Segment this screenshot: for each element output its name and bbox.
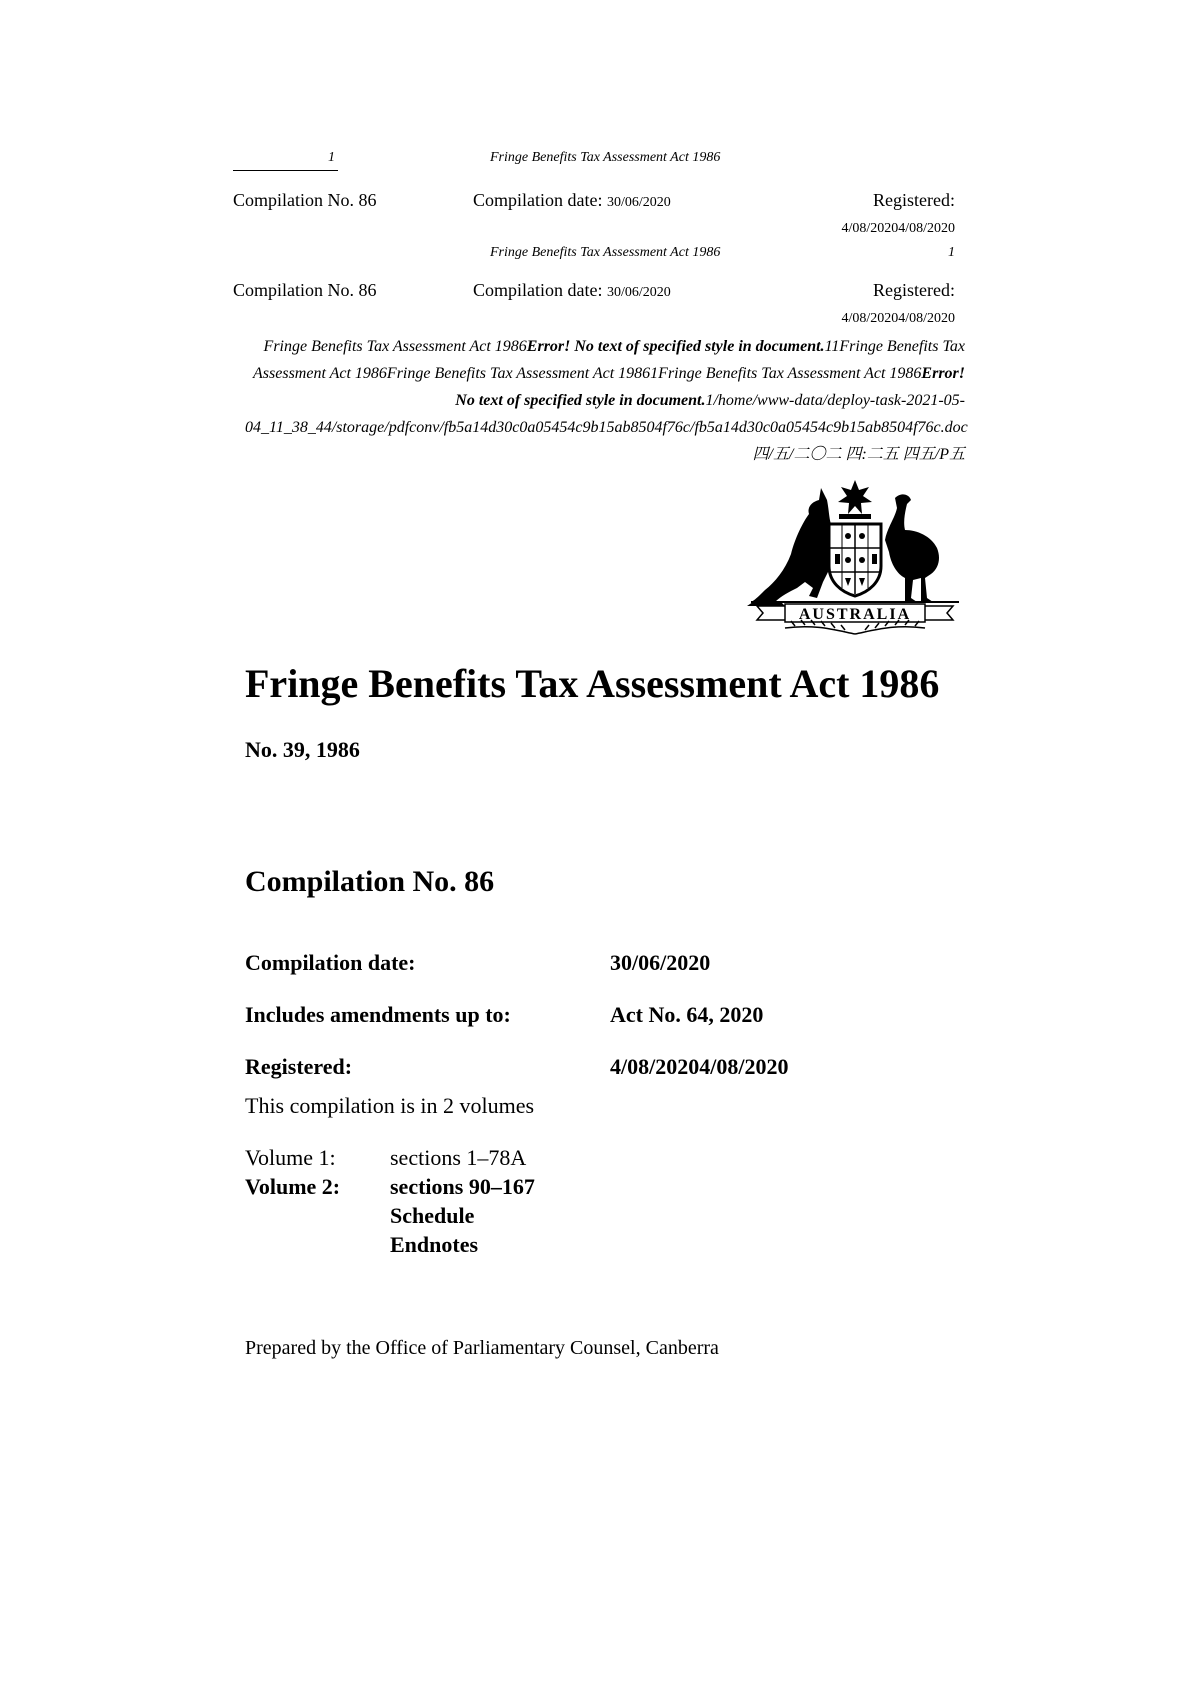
header2-compilation-no: Compilation No. 86 bbox=[233, 280, 377, 300]
volume1-label: Volume 1: bbox=[245, 1145, 336, 1170]
header1-compilation-no: Compilation No. 86 bbox=[233, 190, 377, 210]
header2-registered-label: Registered: bbox=[873, 280, 955, 300]
header2-act-title: Fringe Benefits Tax Assessment Act 1986 bbox=[490, 245, 721, 260]
volume2-endnotes: Endnotes bbox=[390, 1232, 479, 1257]
page-title: Fringe Benefits Tax Assessment Act 1986 bbox=[245, 661, 940, 706]
details-value-amendments: Act No. 64, 2020 bbox=[610, 1002, 764, 1027]
header2-compilation-date: Compilation date: 30/06/2020 bbox=[473, 280, 671, 300]
header1-registered-label: Registered: bbox=[873, 190, 955, 210]
header1-act-title: Fringe Benefits Tax Assessment Act 1986 bbox=[490, 150, 721, 165]
details-label-compilation-date: Compilation date: bbox=[245, 950, 416, 975]
details-label-registered: Registered: bbox=[245, 1054, 353, 1079]
header1-page-number: 1 bbox=[328, 150, 335, 165]
field-code-text bbox=[245, 333, 968, 468]
emu-icon bbox=[885, 494, 939, 602]
crest-star-icon bbox=[838, 480, 872, 519]
coat-of-arms-logo bbox=[745, 478, 965, 636]
compilation-heading: Compilation No. 86 bbox=[245, 865, 495, 898]
header1-registered-value: 4/08/20204/08/2020 bbox=[841, 221, 955, 236]
details-label-amendments: Includes amendments up to: bbox=[245, 1002, 511, 1027]
volume2-schedule: Schedule bbox=[390, 1203, 475, 1228]
header2-page-number: 1 bbox=[948, 245, 955, 260]
volume2-value: sections 90–167 bbox=[390, 1174, 535, 1199]
field-code-part2: 11Fringe Benefits Tax Assessment Act 1986Fringe Benefits Tax Assessment Act 19861Fringe Benefits Tax Assessment Act 1986 bbox=[253, 338, 965, 382]
coat-of-arms-label: AUSTRALIA bbox=[798, 606, 912, 623]
header2-registered-value: 4/08/20204/08/2020 bbox=[841, 311, 955, 326]
field-code-error1: Error! No text of specified style in document. bbox=[526, 338, 825, 355]
prepared-by: Prepared by the Office of Parliamentary Counsel, Canberra bbox=[245, 1337, 719, 1359]
details-value-registered: 4/08/20204/08/2020 bbox=[610, 1054, 789, 1079]
header1-rule bbox=[233, 150, 338, 171]
volumes-note: This compilation is in 2 volumes bbox=[245, 1093, 535, 1118]
details-value-compilation-date: 30/06/2020 bbox=[610, 950, 711, 975]
shield-icon bbox=[829, 524, 881, 596]
kangaroo-icon bbox=[747, 488, 839, 606]
header1-compilation-date: Compilation date: 30/06/2020 bbox=[473, 190, 671, 210]
volume2-label: Volume 2: bbox=[245, 1174, 341, 1199]
field-code-part3: 1/home/www-data/deploy-task-2021-05-04_11_38_44/storage/pdfconv/fb5a14d30c0a05454c9b15ab8504f76c/fb5a14d30c0a05454c9b15ab8504f76c.doc 四/五/二〇二 四:二五 四五/P五 bbox=[245, 392, 968, 463]
volume1-value: sections 1–78A bbox=[390, 1145, 527, 1170]
field-code-part1: Fringe Benefits Tax Assessment Act 1986 bbox=[263, 338, 527, 355]
act-number: No. 39, 1986 bbox=[245, 737, 360, 762]
field-code-error2: Error! No text of specified style in document. bbox=[455, 365, 965, 409]
